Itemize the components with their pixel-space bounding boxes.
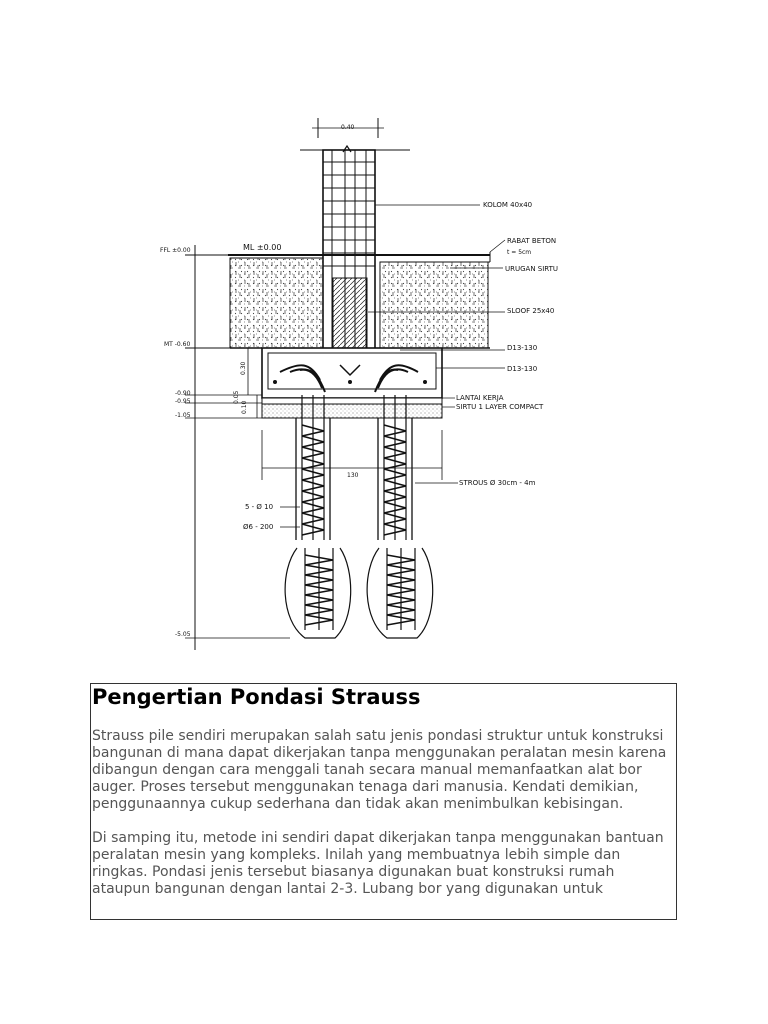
dim-130-label: 130	[347, 472, 359, 479]
lvl-095-label: -0.95	[175, 398, 191, 405]
left-pile-callouts	[243, 503, 300, 531]
dim-030-label: 0.30	[240, 361, 247, 375]
lantai-kerja-label: LANTAI KERJA	[456, 394, 504, 402]
dim-010-label: 0.10	[241, 400, 248, 414]
strous-label: STROUS Ø 30cm - 4m	[459, 479, 536, 487]
sirtu-compact-layer	[262, 404, 442, 418]
backfill-left	[230, 258, 323, 348]
d13-top-label: D13-130	[507, 344, 538, 352]
rabat-beton-label: RABAT BETON	[507, 237, 557, 245]
pile-cap	[230, 348, 490, 398]
urugan-label: URUGAN SIRTU	[505, 265, 559, 273]
mt-label: MT -0.60	[164, 341, 191, 348]
top-dim-label: 0.40	[341, 124, 355, 131]
pile-spacing-dimension	[262, 430, 442, 480]
rebar-spiral-label: Ø6 - 200	[243, 523, 274, 531]
lvl-090-label: -0.90	[175, 390, 191, 397]
sirtu-compact-label: SIRTU 1 LAYER COMPACT	[456, 403, 544, 411]
backfill-right	[380, 262, 488, 348]
lvl-105-label: -1.05	[175, 412, 191, 419]
article-title: Pengertian Pondasi Strauss	[92, 685, 421, 709]
rabat-thickness-label: t = 5cm	[507, 249, 532, 256]
sloof-label: SLOOF 25x40	[507, 307, 555, 315]
column-kolom	[323, 146, 375, 355]
kolom-label: KOLOM 40x40	[483, 201, 533, 209]
article-box	[90, 683, 677, 920]
lantai-kerja-layer	[262, 398, 442, 404]
pile-bulbs	[285, 548, 433, 638]
d13-bottom-label: D13-130	[507, 365, 538, 373]
ffl-label: FFL ±0.00	[160, 247, 191, 254]
top-dimension	[300, 118, 410, 150]
paragraph-2: Di samping itu, metode ini sendiri dapat dikerjakan tanpa menggunakan bantuan peralatan mesin yang kompleks. Inilah yang membuatnya lebih simple dan ringkas. Pondasi jenis tersebut biasanya digunakan buat konstruksi rumah ataupun bangunan dengan lantai 2-3. Lubang bor yang digunakan untuk	[92, 830, 664, 897]
rebar-main-label: 5 - Ø 10	[245, 503, 274, 511]
lvl-505-label: -5.05	[175, 631, 191, 638]
paragraph-1: Strauss pile sendiri merupakan salah satu jenis pondasi struktur untuk konstruksi bangunan di mana dapat dikerjakan tanpa menggunakan peralatan mesin karena dibangun dengan cara menggali tanah secara manual memanfaatkan alat bor auger. Proses tersebut menggunakan tenaga dari manusia. Kendati demikian, penggunaannya cukup sederhana dan tidak akan menimbulkan kebisingan.	[92, 728, 667, 812]
dim-005-label: 0.05	[233, 390, 240, 404]
ml-label: ML ±0.00	[243, 243, 282, 252]
